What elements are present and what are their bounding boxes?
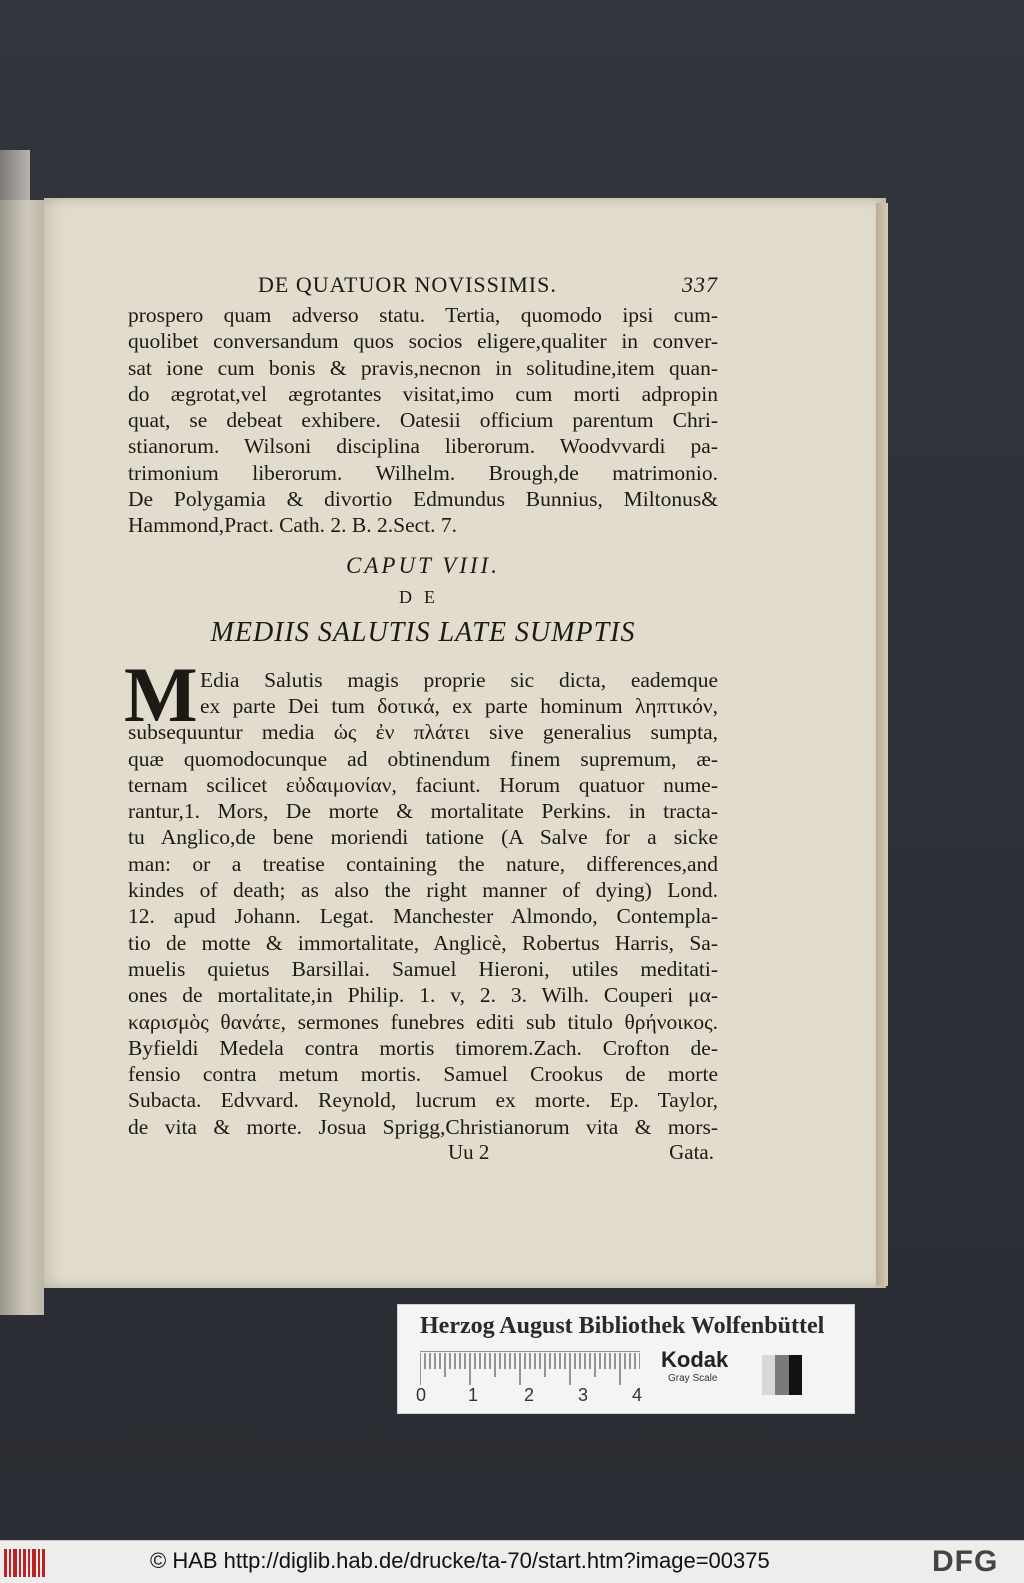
text-line: De Polygamia & divortio Edmundus Bunnius, Miltonus& [128,487,718,512]
chapter-de: DE [399,586,447,607]
ruler-number: 2 [524,1385,535,1405]
text-line: Byfieldi Medela contra mortis timorem.Zach. Crofton de- [128,1035,718,1060]
text-line: quolibet conversandum quos socios eligere,qualiter in conver- [128,329,718,354]
swatch-dark [789,1355,802,1395]
text-line: subsequuntur media ὡς ἐν πλάτει sive generalius sumpta, [128,720,718,745]
text-line: 12. apud Johann. Legat. Manchester Almondo, Contempla- [128,904,718,929]
ruler-number: 3 [578,1385,589,1405]
text-line: de vita & morte. Josua Sprigg,Christianorum vita & mors- [128,1114,718,1139]
dfg-logo: DFG [932,1545,999,1578]
catchword: Gata. [669,1140,714,1165]
top-paragraph [128,302,718,539]
running-head-title: DE QUATUOR NOVISSIMIS. [258,272,557,297]
text-line: Edia Salutis magis proprie sic dicta, eademque [200,667,718,692]
grayscale-label: Gray Scale [668,1373,718,1384]
kodak-logo: Kodak [661,1347,729,1372]
text-line: καρισμὸς θανάτε, sermones funebres editi sub titulo θρήνοικος. [128,1009,718,1034]
text-line: Hammond,Pract. Cath. 2. B. 2.Sect. 7. [128,513,458,538]
running-head [128,272,718,302]
footer-bar [0,1540,1024,1583]
page-number: 337 [682,272,718,297]
text-line: Subacta. Edvvard. Reynold, lucrum ex morte. Ep. Taylor, [128,1088,718,1113]
copyright-link[interactable]: © HAB http://diglib.hab.de/drucke/ta-70/start.htm?image=00375 [150,1548,770,1573]
swatch-mid [775,1355,788,1395]
text-line: trimonium liberorum. Wilhelm. Brough,de matrimonio. [128,460,718,485]
color-calibration-card [398,1305,854,1413]
text-line: fensio contra metum mortis. Samuel Crookus de morte [128,1062,718,1087]
ruler-scale [420,1351,640,1387]
text-line: man: or a treatise containing the nature, differences,and [128,851,718,876]
text-line: quat, se debeat exhibere. Oatesii officium parentum Chri- [128,408,718,433]
text-line: prospero quam adverso statu. Tertia, quomodo ipsi cum- [128,303,718,327]
swatch-light [762,1355,775,1395]
page-text [124,272,718,1168]
card-title: Herzog August Bibliothek Wolfenbüttel [420,1313,825,1339]
text-line: tu Anglico,de bene moriendi tatione (A Salve for a sicke [128,825,718,850]
drop-cap: M [124,650,198,738]
text-line: stianorum. Wilsoni disciplina liberorum. Woodvvardi pa- [128,434,718,459]
chapter-label: CAPUT VIII. [346,552,500,578]
chapter-title: MEDIIS SALUTIS LATE SUMPTIS [210,616,636,648]
barcode-icon [4,1549,48,1577]
text-line: rantur,1. Mors, De morte & mortalitate Perkins. in tracta- [128,799,718,824]
text-line: do ægrotat,vel ægrotantes visitat,imo cum morti adpropin [128,381,718,406]
text-line: muelis quietus Barsillai. Samuel Hieroni, utiles meditati- [128,956,718,981]
ruler-number: 4 [632,1385,643,1405]
text-line: ones de mortalitate,in Philip. 1. v, 2. 3. Wilh. Couperi μα- [128,983,718,1008]
text-line: quæ quomodocunque ad obtinendum finem supremum, æ- [128,746,718,771]
text-line: kindes of death; as also the right manner of dying) Lond. [128,878,718,903]
page-footer [128,1140,718,1168]
text-line: ex parte Dei tum δοτικά, ex parte hominum ληπτικόν, [200,693,718,718]
facing-page-edge [0,200,44,1315]
text-line: sat ione cum bonis & pravis,necnon in solitudine,item quan- [128,355,718,380]
gray-swatches [762,1355,802,1395]
text-line: tio de motte & immortalitate, Anglicè, Robertus Harris, Sa- [128,930,718,955]
ruler-number: 0 [416,1385,427,1405]
signature-mark: Uu 2 [448,1140,490,1165]
body-paragraph [124,650,718,1140]
page-fore-edge [876,203,888,1286]
text-line: ternam scilicet εὐδαιμονίαν, faciunt. Horum quatuor nume- [128,772,718,797]
ruler-number: 1 [468,1385,479,1405]
